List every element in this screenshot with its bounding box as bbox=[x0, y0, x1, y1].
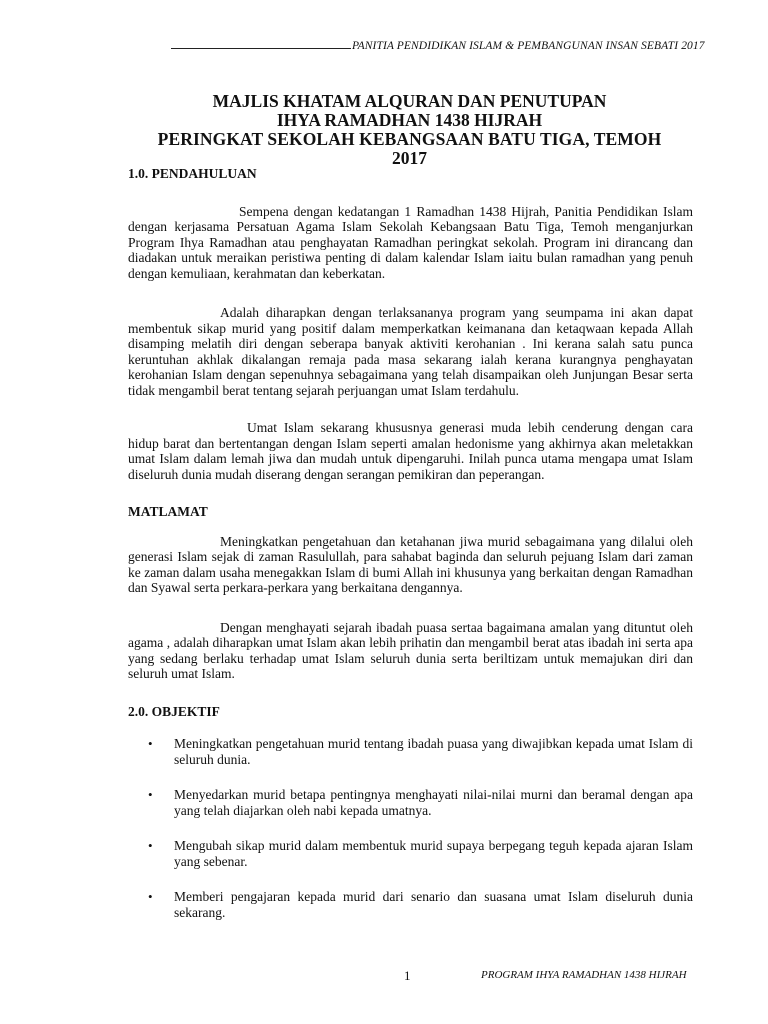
pendahuluan-paragraph-3: Umat Islam sekarang khususnya generasi muda lebih cenderung dengan cara hidup barat dan bertentangan dengan Islam seperti amalan hedonisme yang akhirnya akan meletakkan umat Islam dalam lemah jiwa dan mudah untuk dipengaruhi. Inilah punca utama mengapa umat Islam diseluruh dunia mudah diserang dengan serangan pemikiran dan peperangan. bbox=[128, 420, 693, 482]
bullet-icon: • bbox=[148, 787, 153, 802]
section-heading-matlamat: MATLAMAT bbox=[128, 504, 208, 519]
objective-item bbox=[128, 838, 693, 869]
objective-text: Memberi pengajaran kepada murid dari senario dan suasana umat Islam diseluruh dunia sekarang. bbox=[174, 889, 693, 920]
bullet-icon: • bbox=[148, 838, 153, 853]
bullet-icon: • bbox=[148, 889, 153, 904]
objective-item bbox=[128, 787, 693, 818]
objective-text: Menyedarkan murid betapa pentingnya menghayati nilai-nilai murni dan beramal dengan apa yang telah diajarkan oleh nabi kepada umatnya. bbox=[174, 787, 693, 818]
title-line-1: MAJLIS KHATAM ALQURAN DAN PENUTUPAN bbox=[212, 91, 607, 111]
header-rule bbox=[171, 40, 351, 49]
objective-text: Meningkatkan pengetahuan murid tentang ibadah puasa yang diwajibkan kepada umat Islam di seluruh dunia. bbox=[174, 736, 693, 767]
pendahuluan-paragraph-1: Sempena dengan kedatangan 1 Ramadhan 1438 Hijrah, Panitia Pendidikan Islam dengan kerjasama Persatuan Agama Islam Sekolah Kebangsaan Batu Tiga, Temoh menganjurkan Program Ihya Ramadhan atau penghayatan Ramadhan peringkat sekolah. Program ini dirancang dan diadakan untuk meraikan peristiwa penting di dalam kalendar Islam iaitu bulan ramadhan yang penuh dengan kemuliaan, kerahmatan dan keberkatan. bbox=[128, 203, 693, 281]
document-title bbox=[128, 92, 691, 168]
section-heading-pendahuluan: 1.0. PENDAHULUAN bbox=[128, 166, 257, 181]
footer-program-title: PROGRAM IHYA RAMADHAN 1438 HIJRAH bbox=[481, 969, 687, 981]
title-line-3: PERINGKAT SEKOLAH KEBANGSAAN BATU TIGA, TEMOH bbox=[157, 129, 662, 149]
matlamat-paragraph-1: Meningkatkan pengetahuan dan ketahanan jiwa murid sebagaimana yang dilalui oleh generasi Islam sejak di zaman Rasulullah, para sahabat baginda dan seluruh pejuang Islam dari zaman ke zaman dalam usaha menegakkan Islam di bumi Allah ini khusunya yang berkaitan dengan Ramadhan dan Syawal serta perkara-perkara yang berkaitana dengannya. bbox=[128, 533, 693, 595]
bullet-icon: • bbox=[148, 736, 153, 751]
title-line-4: 2017 bbox=[392, 148, 427, 168]
objective-item bbox=[128, 736, 693, 767]
pendahuluan-paragraph-2: Adalah diharapkan dengan terlaksananya program yang seumpama ini akan dapat membentuk sikap murid yang positif dalam memperkatkan keimanana dan ketaqwaan kepada Allah disamping melatih diri dengan seberapa banyak aktiviti kerohanian . Ini kerana salah satu punca keruntuhan akhlak dikalangan remaja pada masa sekarang ialah kerana kurangnya penghayatan kerohanian Islam dengan sepenuhnya sebagaimana yang telah disampaikan oleh Junjungan Besar serta tidak mengambil berat tentang sejarah perjuangan umat Islam terdahulu. bbox=[128, 305, 693, 398]
page-number: 1 bbox=[404, 968, 411, 983]
document-body bbox=[128, 166, 693, 920]
header-organization: PANITIA PENDIDIKAN ISLAM & PEMBANGUNAN INSAN SEBATI 2017 bbox=[352, 40, 705, 52]
objective-text: Mengubah sikap murid dalam membentuk murid supaya berpegang teguh kepada ajaran Islam yang sebenar. bbox=[174, 838, 693, 869]
objective-item bbox=[128, 889, 693, 920]
title-line-2: IHYA RAMADHAN 1438 HIJRAH bbox=[276, 110, 543, 130]
objective-list bbox=[128, 736, 693, 920]
matlamat-paragraph-2: Dengan menghayati sejarah ibadah puasa sertaa bagaimana amalan yang dituntut oleh agama , adalah diharapkan umat Islam akan lebih prihatin dan mengambil berat atas ibadah ini serta apa yang sedang berlaku terhadap umat Islam seluruh dunia serta beriltizam untuk memajukan diri dan seluruh umat Islam. bbox=[128, 619, 693, 681]
section-heading-objektif: 2.0. OBJEKTIF bbox=[128, 703, 220, 719]
running-header bbox=[171, 40, 705, 52]
